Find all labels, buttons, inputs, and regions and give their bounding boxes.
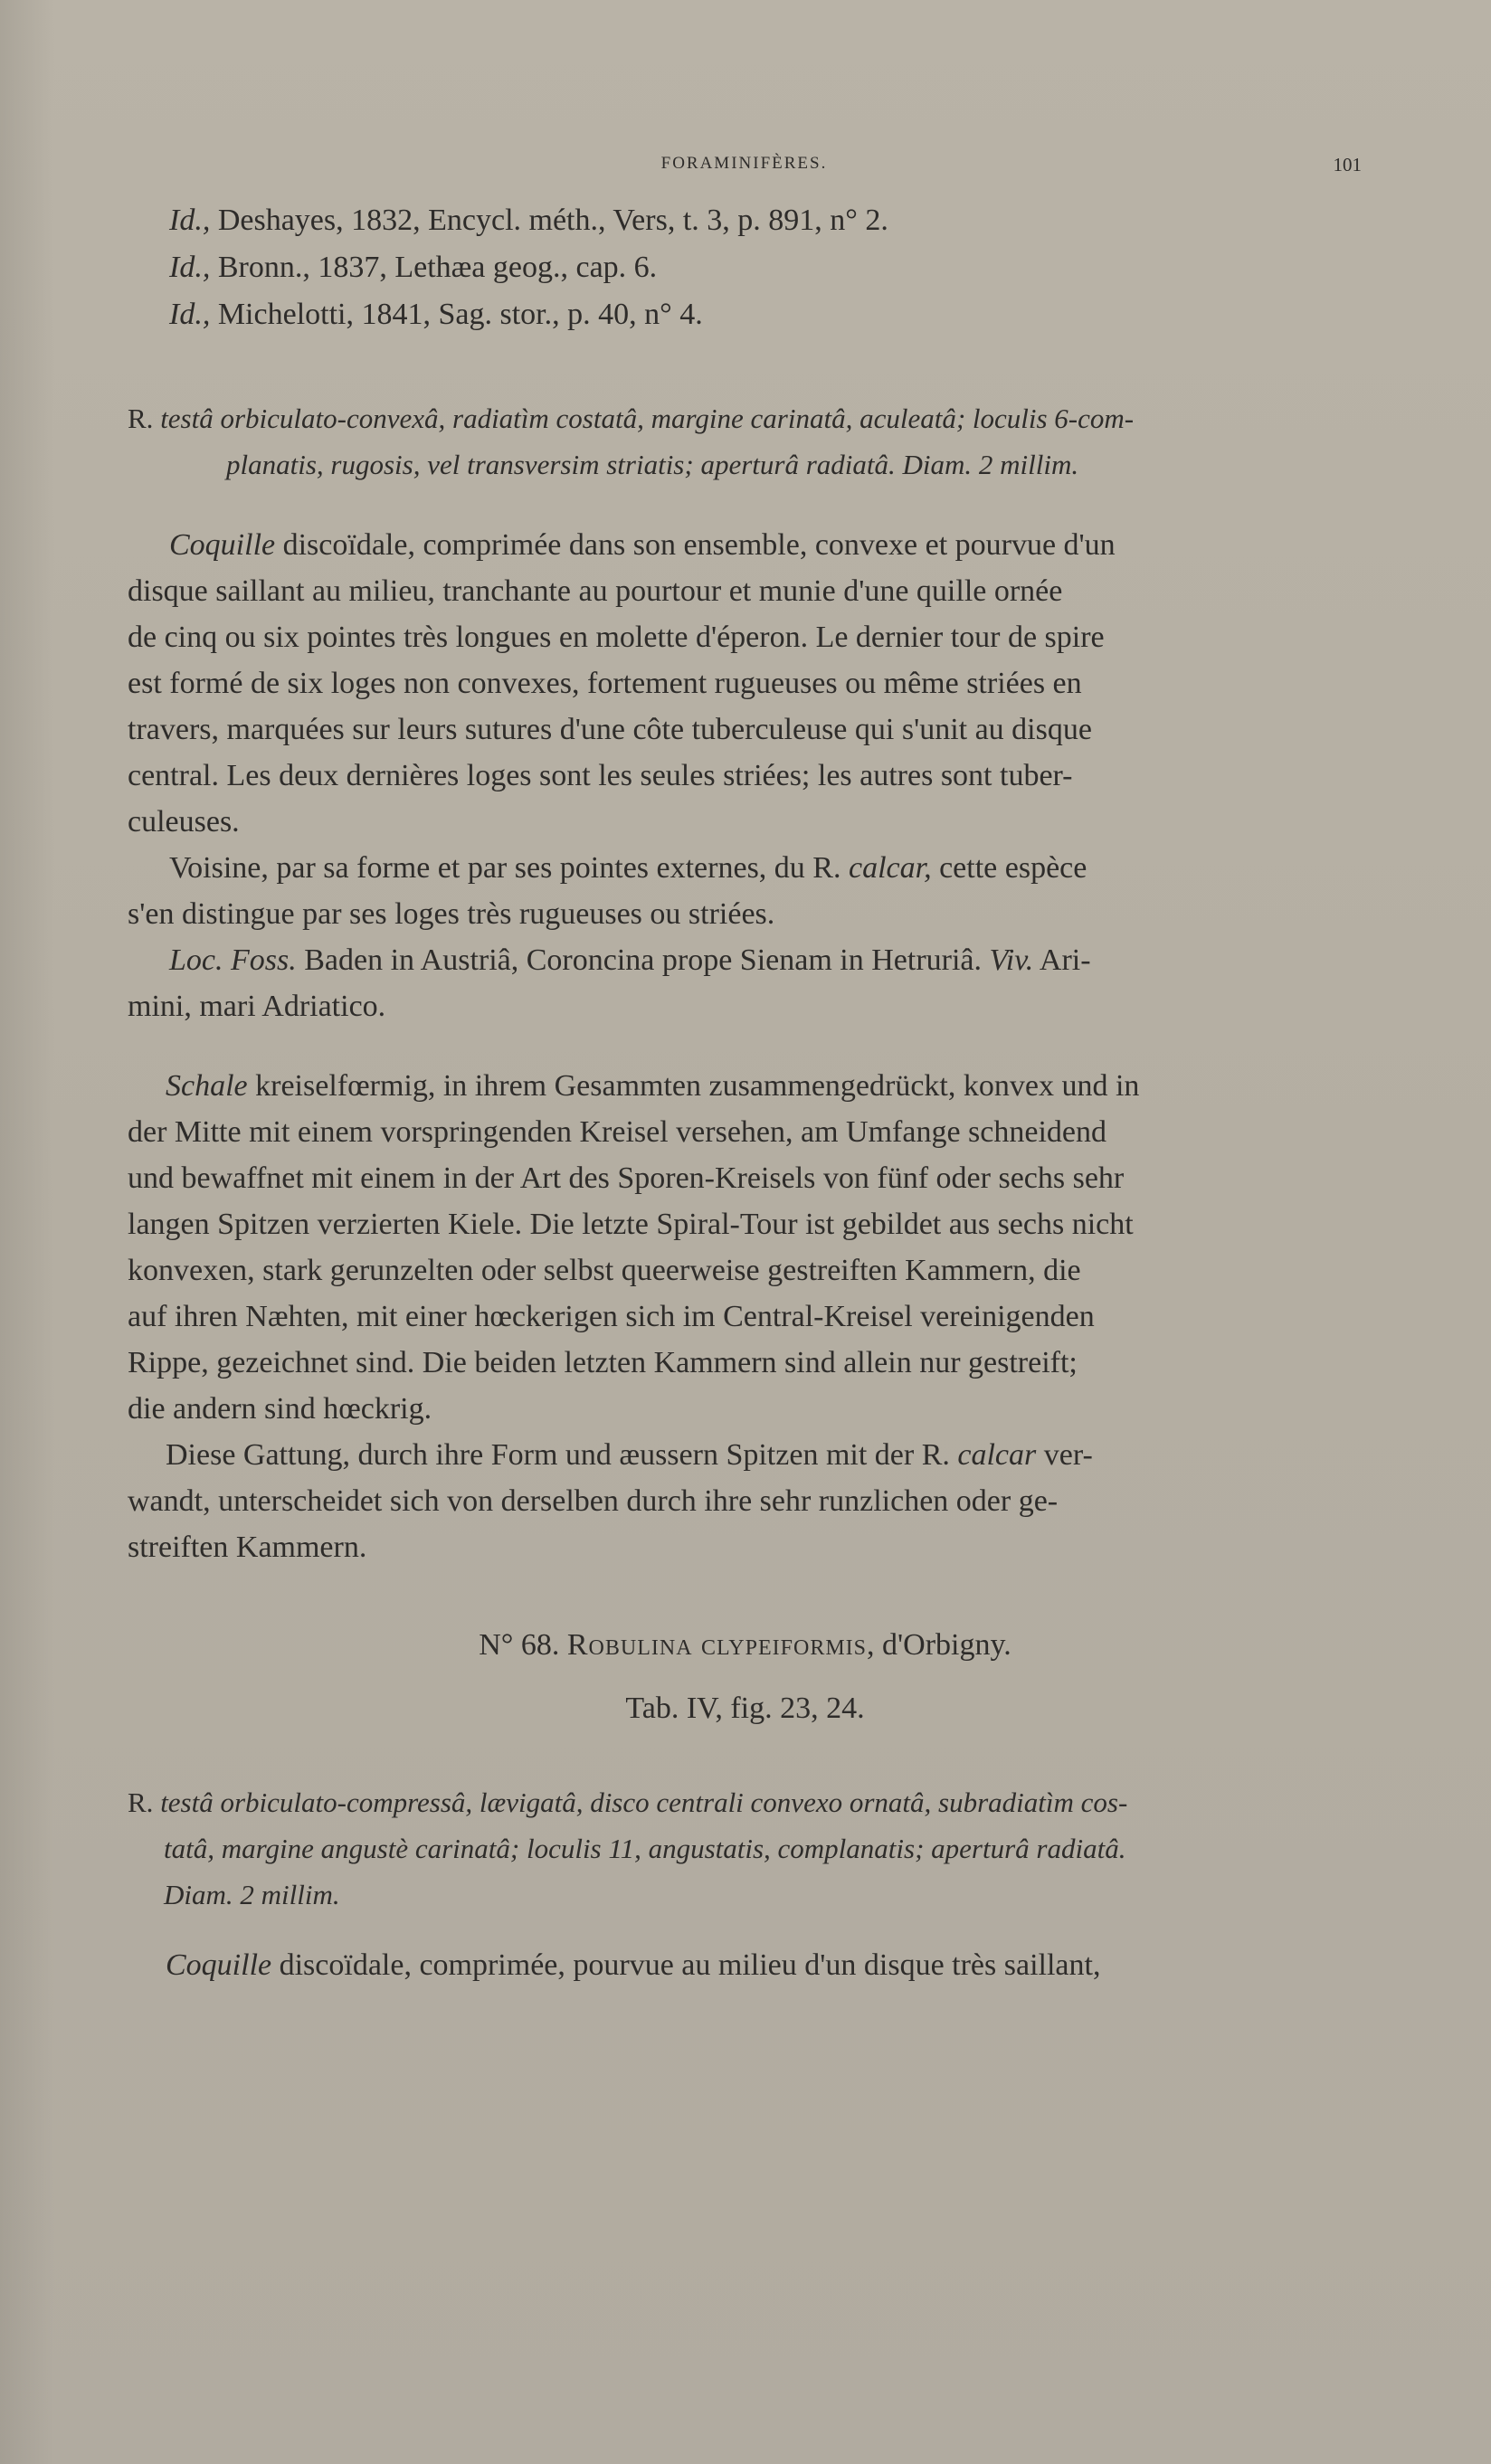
diagnosis-line: R. testâ orbiculato-compressâ, lævigatâ, disco centrali convexo ornatâ, subradiatìm cos- (128, 1786, 1128, 1818)
text-line: Voisine, par sa forme et par ses pointes externes, du R. calcar, cette espèce (169, 851, 1087, 885)
french-description (128, 522, 1363, 1029)
text-line: s'en distingue par ses loges très rugueuses ou striées. (128, 897, 775, 931)
text-line: Coquille discoïdale, comprimée dans son ensemble, convexe et pourvue d'un (169, 528, 1116, 562)
plate-line: Tab. IV, fig. 23, 24. (625, 1692, 865, 1725)
text-line: culeuses. (128, 805, 240, 839)
latin-diagnosis (128, 395, 1363, 488)
text-line: der Mitte mit einem vorspringenden Kreisel versehen, am Umfange schneidend (128, 1115, 1106, 1149)
french-description-2 (128, 1942, 1363, 1988)
latin-diagnosis-2 (128, 1779, 1363, 1918)
diagnosis-line: tatâ, margine angustè carinatâ; loculis 11, angustatis, complanatis; aperturâ radiatâ. (164, 1833, 1126, 1864)
text-line: est formé de six loges non convexes, fortement rugueuses ou même striées en (128, 667, 1082, 700)
text-line: Coquille discoïdale, comprimée, pourvue au milieu d'un disque très saillant, (166, 1948, 1101, 1982)
text-line: auf ihren Næhten, mit einer hœckerigen sich im Central-Kreisel vereinigenden (128, 1300, 1095, 1333)
text-line: travers, marquées sur leurs sutures d'une côte tuberculeuse qui s'unit au disque (128, 713, 1092, 746)
text-line: disque saillant au milieu, tranchante au pourtour et munie d'une quille ornée (128, 574, 1063, 608)
page-number: 101 (1333, 154, 1362, 175)
synonymy-references (128, 197, 1363, 338)
text-line: streiften Kammern. (128, 1531, 367, 1564)
running-head: FORAMINIFÈRES. (660, 154, 828, 173)
reference-line: Id., Michelotti, 1841, Sag. stor., p. 40, n° 4. (169, 298, 703, 331)
page-header (127, 154, 1362, 181)
species-heading (128, 1622, 1363, 1668)
text-line: und bewaffnet mit einem in der Art des Sporen-Kreisels von fünf oder sechs sehr (128, 1161, 1125, 1195)
text-line: Diese Gattung, durch ihre Form und æussern Spitzen mit der R. calcar ver- (166, 1438, 1093, 1472)
locality-line: Loc. Foss. Baden in Austriâ, Coroncina prope Sienam in Hetruriâ. Viv. Ari- (169, 943, 1091, 977)
diagnosis-line: R. testâ orbiculato-convexâ, radiatìm costatâ, margine carinatâ, aculeatâ; loculis 6-com- (128, 403, 1135, 434)
plate-reference (128, 1685, 1363, 1731)
text-line: konvexen, stark gerunzelten oder selbst queerweise gestreiften Kammern, die (128, 1254, 1081, 1287)
page-edge-shadow (0, 0, 54, 2464)
text-line: de cinq ou six pointes très longues en molette d'éperon. Le dernier tour de spire (128, 621, 1105, 654)
species-title: N° 68. Robulina clypeiformis, d'Orbigny. (479, 1628, 1011, 1662)
text-line: Schale kreiselfœrmig, in ihrem Gesammten zusammengedrückt, konvex und in (166, 1069, 1140, 1103)
text-line: Rippe, gezeichnet sind. Die beiden letzten Kammern sind allein nur gestreift; (128, 1346, 1078, 1379)
diagnosis-line: Diam. 2 millim. (164, 1879, 340, 1910)
text-line: wandt, unterscheidet sich von derselben durch ihre sehr runzlichen oder ge- (128, 1484, 1059, 1518)
text-line: die andern sind hœckrig. (128, 1392, 432, 1426)
diagnosis-line: planatis, rugosis, vel transversim striatis; aperturâ radiatâ. Diam. 2 millim. (226, 449, 1079, 480)
reference-line: Id., Deshayes, 1832, Encycl. méth., Vers, t. 3, p. 891, n° 2. (169, 204, 888, 237)
german-description (128, 1063, 1363, 1570)
text-line: central. Les deux dernières loges sont les seules striées; les autres sont tuber- (128, 759, 1073, 792)
reference-line: Id., Bronn., 1837, Lethæa geog., cap. 6. (169, 251, 658, 284)
text-line: mini, mari Adriatico. (128, 990, 386, 1023)
text-line: langen Spitzen verzierten Kiele. Die letzte Spiral-Tour ist gebildet aus sechs nicht (128, 1208, 1134, 1241)
